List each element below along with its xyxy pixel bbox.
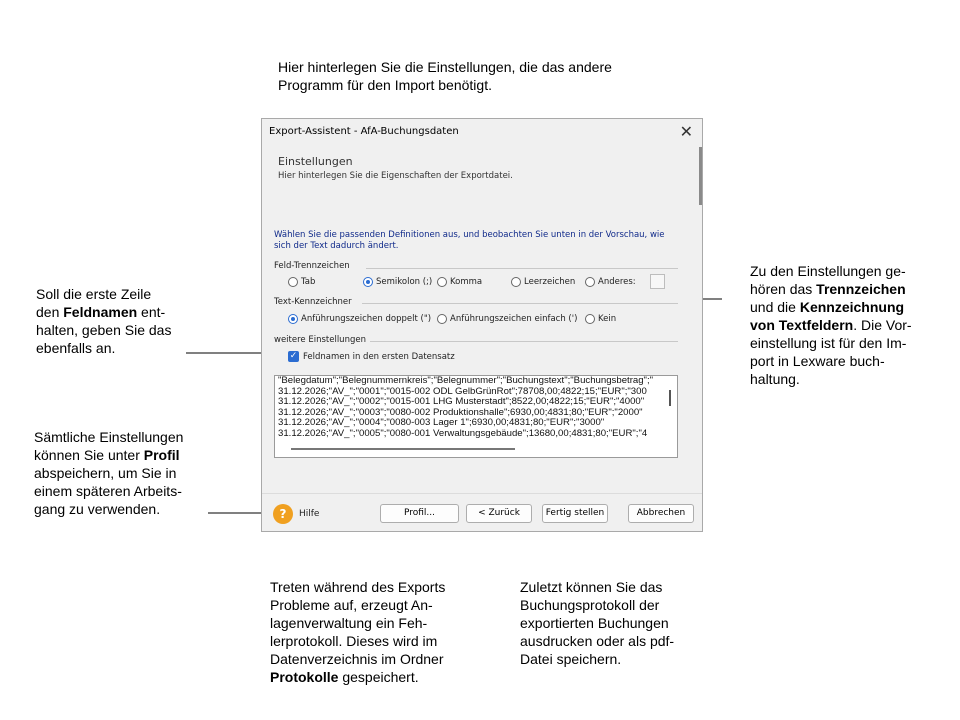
radio-label: Kein [598,314,617,324]
group-divider [362,303,678,304]
dialog-header [262,147,702,203]
dialog-edge-scrollbar [699,147,702,205]
radio-einfach[interactable] [437,314,577,324]
radio-icon [437,314,447,324]
note-line: halten, geben Sie das [36,322,172,338]
note-line: haltung. [750,371,800,387]
radio-label: Semikolon (;) [376,277,433,287]
note-line: Sämtliche Einstellungen [34,429,184,445]
note-bold: Protokolle [270,669,339,685]
note-bold: von Textfeldern [750,317,854,333]
note-top-line2: Programm für den Import benötigt. [278,77,492,93]
note-text: den [36,304,64,320]
close-icon[interactable]: ✕ [679,122,693,141]
note-line: ebenfalls an. [36,340,116,356]
cancel-button[interactable]: Abbrechen [628,504,694,523]
radio-label: Komma [450,277,483,287]
note-text: hören das [750,281,817,297]
radio-icon [585,277,595,287]
preview-horizontal-scrollbar[interactable] [291,448,515,450]
note-line: Datei speichern. [520,651,622,667]
note-text: . Die Vor- [853,317,912,333]
group-divider [370,341,678,342]
radio-icon [288,277,298,287]
preview-row: 31.12.2026;"AV_";"0004";"0080-003 Lager 1";6930,00;4831;80;"EUR";"3000" [278,417,605,429]
preview-row: 31.12.2026;"AV_";"0005";"0080-001 Verwaltungsgebäude";13680,00;4831;80;"EUR";"4 [278,427,648,439]
note-bold: Kennzeichnung [799,299,905,315]
checkmark-icon: ✓ [289,351,298,361]
help-label[interactable]: Hilfe [299,509,320,519]
note-line: Zu den Einstellungen ge- [750,263,906,279]
note-line: Datenverzeichnis im Ordner [270,651,444,667]
header-title: Einstellungen [278,155,353,168]
note-line: abspeichern, um Sie in [34,465,177,481]
note-line: einstellung ist für den Im- [750,335,907,351]
preview-row: 31.12.2026;"AV_";"0003";"0080-002 Produktionshalle";6930,00;4831;80;"EUR";"2000" [278,406,643,418]
anderes-input[interactable] [650,274,665,289]
note-bold: Feldnamen [63,304,138,320]
note-line: lagenverwaltung ein Feh- [270,615,428,631]
note-line: Buchungsprotokoll der [520,597,660,613]
note-line: Treten während des Exports [270,579,446,595]
profil-button[interactable]: Profil... [380,504,459,523]
radio-label: Anführungszeichen einfach (') [450,314,578,324]
dialog-titlebar [262,119,702,147]
help-icon[interactable]: ? [273,504,293,524]
preview-row: 31.12.2026;"AV_";"0002";"0015-001 LHG Musterstadt";8522,00;4822;15;"EUR";"4000" [278,396,645,408]
preview-box[interactable] [274,375,678,458]
note-line: Zuletzt können Sie das [520,579,663,595]
preview-vertical-scrollbar[interactable] [669,390,671,406]
radio-label: Tab [301,277,316,287]
note-text: und die [750,299,800,315]
radio-icon [585,314,595,324]
note-line: Soll die erste Zeile [36,286,152,302]
radio-leerzeichen[interactable] [511,277,575,287]
note-text: gespeichert. [338,669,419,685]
back-button[interactable]: < Zurück [466,504,532,523]
finish-button[interactable]: Fertig stellen [542,504,608,523]
radio-label: Anführungszeichen doppelt (") [301,314,432,324]
radio-kein[interactable] [585,314,616,324]
note-text: ent- [137,304,166,320]
note-bold: Trennzeichen [816,281,906,297]
note-line: Probleme auf, erzeugt An- [270,597,433,613]
header-subtitle: Hier hinterlegen Sie die Eigenschaften der Exportdatei. [278,171,513,181]
dialog-title: Export-Assistent - AfA-Buchungsdaten [269,126,459,137]
group-label-text: Text-Kennzeichner [274,297,352,307]
note-line: port in Lexware buch- [750,353,885,369]
note-line: einem späteren Arbeits- [34,483,182,499]
checkbox-label: Feldnamen in den ersten Datensatz [303,351,455,362]
radio-semikolon[interactable] [363,277,432,287]
group-label-weitere: weitere Einstellungen [274,335,366,345]
radio-anderes[interactable] [585,277,636,287]
button-bar-divider [262,493,702,494]
preview-row: "Belegdatum";"Belegnummernkreis";"Belegnummer";"Buchungstext";"Buchungsbetrag";" [278,375,654,386]
radio-label: Leerzeichen [524,277,576,287]
radio-selected-icon [288,314,298,324]
checkbox-feldnamen[interactable] [288,351,455,362]
radio-icon [437,277,447,287]
note-line: exportierten Buchungen [520,615,669,631]
note-top-line1: Hier hinterlegen Sie die Einstellungen, die das andere [278,59,612,75]
radio-selected-icon [363,277,373,287]
radio-komma[interactable] [437,277,482,287]
intro-text: Wählen Sie die passenden Definitionen aus, und beobachten Sie unten in der Vorschau, wie sich der Text dadurch ändert. [274,230,665,251]
note-bold: Profil [143,447,180,463]
preview-row: 31.12.2026;"AV_";"0001";"0015-002 ODL GelbGrünRot";78708,00;4822;15;"EUR";"300 [278,385,647,397]
radio-doppelt[interactable] [288,314,431,324]
note-line: gang zu verwenden. [34,501,161,517]
radio-icon [511,277,521,287]
radio-label: Anderes: [598,277,636,287]
group-divider [366,268,678,269]
note-text: können Sie unter [34,447,144,463]
export-dialog [261,118,703,532]
radio-tab[interactable] [288,277,315,287]
group-label-feld: Feld-Trennzeichen [274,261,350,271]
note-line: lerprotokoll. Dieses wird im [270,633,438,649]
note-line: ausdrucken oder als pdf- [520,633,675,649]
